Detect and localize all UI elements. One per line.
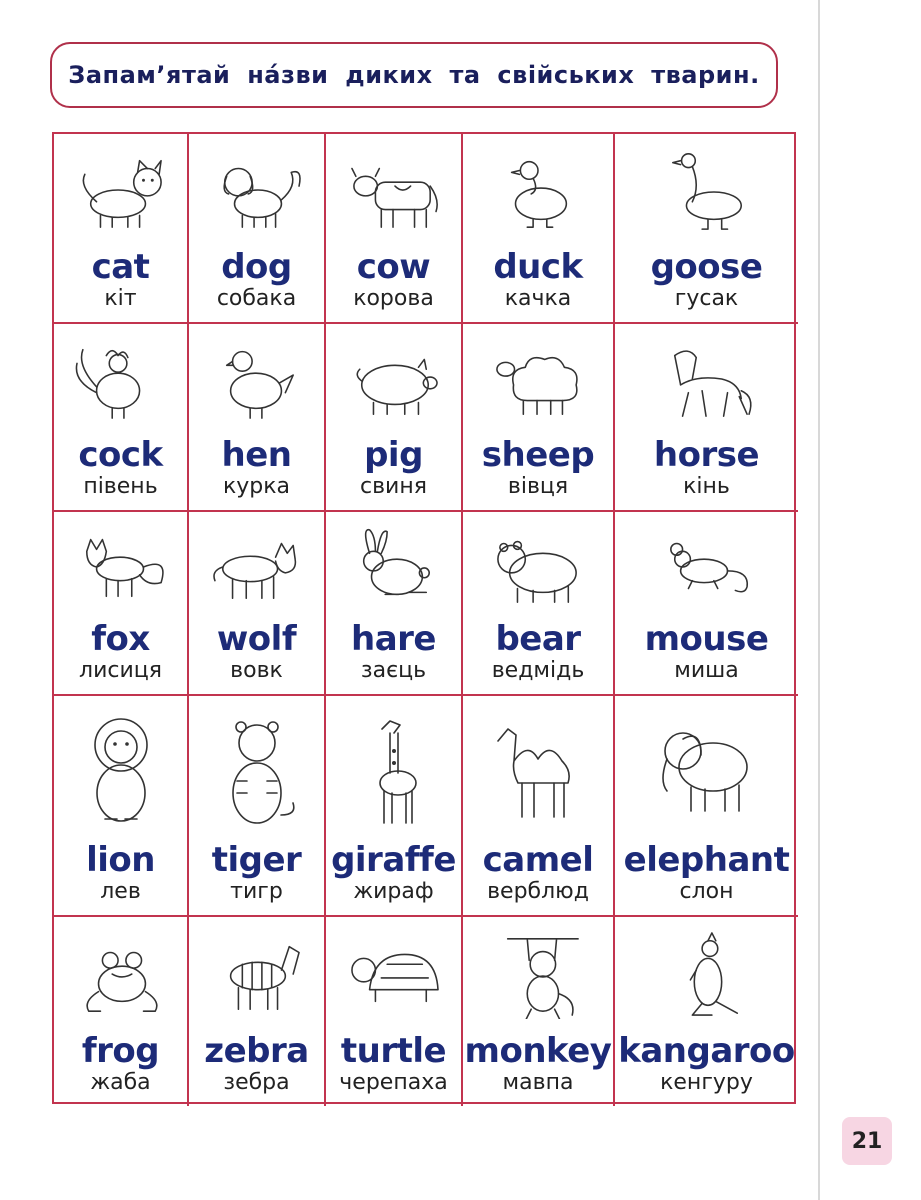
ukrainian-translation: вівця bbox=[507, 474, 569, 499]
english-word: hen bbox=[221, 435, 292, 475]
animal-card-kangaroo bbox=[615, 917, 798, 1106]
horse-icon bbox=[615, 324, 798, 436]
animal-card-tiger bbox=[189, 696, 326, 917]
animal-card-hen bbox=[189, 324, 326, 512]
english-word: bear bbox=[495, 619, 581, 659]
ukrainian-translation: верблюд bbox=[487, 879, 589, 904]
ukrainian-translation: качка bbox=[504, 286, 572, 311]
english-word: sheep bbox=[481, 435, 595, 475]
english-word: turtle bbox=[340, 1031, 447, 1071]
ukrainian-translation: миша bbox=[674, 658, 739, 683]
english-word: giraffe bbox=[331, 840, 456, 880]
ukrainian-translation: жаба bbox=[90, 1070, 151, 1095]
animal-card-frog bbox=[54, 917, 189, 1106]
animal-card-horse bbox=[615, 324, 798, 512]
frog-icon bbox=[54, 917, 187, 1032]
ukrainian-translation: корова bbox=[353, 286, 434, 311]
animal-card-duck bbox=[463, 134, 615, 324]
elephant-icon bbox=[615, 696, 798, 841]
english-word: hare bbox=[351, 619, 436, 659]
animal-card-fox bbox=[54, 512, 189, 696]
animal-card-goose bbox=[615, 134, 798, 324]
english-word: frog bbox=[81, 1031, 160, 1071]
english-word: lion bbox=[86, 840, 155, 880]
animal-card-zebra bbox=[189, 917, 326, 1106]
kangaroo-icon bbox=[615, 917, 798, 1032]
ukrainian-translation: гусак bbox=[674, 286, 739, 311]
ukrainian-translation: слон bbox=[679, 879, 734, 904]
ukrainian-translation: кінь bbox=[683, 474, 730, 499]
animal-card-sheep bbox=[463, 324, 615, 512]
zebra-icon bbox=[189, 917, 324, 1032]
ukrainian-translation: тигр bbox=[230, 879, 283, 904]
ukrainian-translation: черепаха bbox=[339, 1070, 448, 1095]
animal-card-elephant bbox=[615, 696, 798, 917]
english-word: goose bbox=[650, 247, 763, 287]
english-word: zebra bbox=[204, 1031, 309, 1071]
instruction-box bbox=[50, 42, 778, 108]
english-word: horse bbox=[653, 435, 760, 475]
english-word: pig bbox=[364, 435, 423, 475]
ukrainian-translation: собака bbox=[216, 286, 297, 311]
english-word: tiger bbox=[211, 840, 302, 880]
fox-icon bbox=[54, 512, 187, 620]
ukrainian-translation: заєць bbox=[360, 658, 427, 683]
hare-icon bbox=[326, 512, 461, 620]
english-word: cat bbox=[91, 247, 150, 287]
animal-card-camel bbox=[463, 696, 615, 917]
cock-icon bbox=[54, 324, 187, 436]
animal-card-pig bbox=[326, 324, 463, 512]
instruction-text: Запам’ятай на́зви диких та свійських тварин. bbox=[68, 61, 760, 89]
animal-card-turtle bbox=[326, 917, 463, 1106]
mouse-icon bbox=[615, 512, 798, 620]
camel-icon bbox=[463, 696, 613, 841]
animal-card-giraffe bbox=[326, 696, 463, 917]
wolf-icon bbox=[189, 512, 324, 620]
sheep-icon bbox=[463, 324, 613, 436]
ukrainian-translation: свиня bbox=[360, 474, 427, 499]
english-word: dog bbox=[221, 247, 292, 287]
giraffe-icon bbox=[326, 696, 461, 841]
animal-card-cat bbox=[54, 134, 189, 324]
duck-icon bbox=[463, 134, 613, 248]
animal-card-cock bbox=[54, 324, 189, 512]
english-word: camel bbox=[482, 840, 594, 880]
english-word: monkey bbox=[464, 1031, 612, 1071]
animal-card-dog bbox=[189, 134, 326, 324]
monkey-icon bbox=[463, 917, 613, 1032]
english-word: elephant bbox=[623, 840, 790, 880]
ukrainian-translation: ведмідь bbox=[491, 658, 585, 683]
animal-card-hare bbox=[326, 512, 463, 696]
english-word: wolf bbox=[216, 619, 297, 659]
hen-icon bbox=[189, 324, 324, 436]
pig-icon bbox=[326, 324, 461, 436]
page-number-badge: 21 bbox=[842, 1117, 892, 1165]
goose-icon bbox=[615, 134, 798, 248]
cow-icon bbox=[326, 134, 461, 248]
animal-card-monkey bbox=[463, 917, 615, 1106]
bear-icon bbox=[463, 512, 613, 620]
ukrainian-translation: кенгуру bbox=[660, 1070, 753, 1095]
ukrainian-translation: курка bbox=[222, 474, 291, 499]
english-word: kangaroo bbox=[618, 1031, 795, 1071]
animal-card-lion bbox=[54, 696, 189, 917]
animal-card-wolf bbox=[189, 512, 326, 696]
page-edge bbox=[818, 0, 820, 1200]
english-word: cock bbox=[78, 435, 163, 475]
ukrainian-translation: мавпа bbox=[502, 1070, 574, 1095]
english-word: cow bbox=[356, 247, 431, 287]
dog-icon bbox=[189, 134, 324, 248]
turtle-icon bbox=[326, 917, 461, 1032]
lion-icon bbox=[54, 696, 187, 841]
ukrainian-translation: півень bbox=[83, 474, 158, 499]
ukrainian-translation: зебра bbox=[223, 1070, 290, 1095]
english-word: duck bbox=[493, 247, 583, 287]
ukrainian-translation: кіт bbox=[104, 286, 137, 311]
cat-icon bbox=[54, 134, 187, 248]
tiger-icon bbox=[189, 696, 324, 841]
animal-vocabulary-grid bbox=[52, 132, 796, 1104]
animal-card-cow bbox=[326, 134, 463, 324]
ukrainian-translation: жираф bbox=[353, 879, 434, 904]
english-word: fox bbox=[91, 619, 150, 659]
ukrainian-translation: вовк bbox=[230, 658, 283, 683]
ukrainian-translation: лисиця bbox=[79, 658, 162, 683]
animal-card-mouse bbox=[615, 512, 798, 696]
ukrainian-translation: лев bbox=[100, 879, 141, 904]
animal-card-bear bbox=[463, 512, 615, 696]
english-word: mouse bbox=[644, 619, 769, 659]
